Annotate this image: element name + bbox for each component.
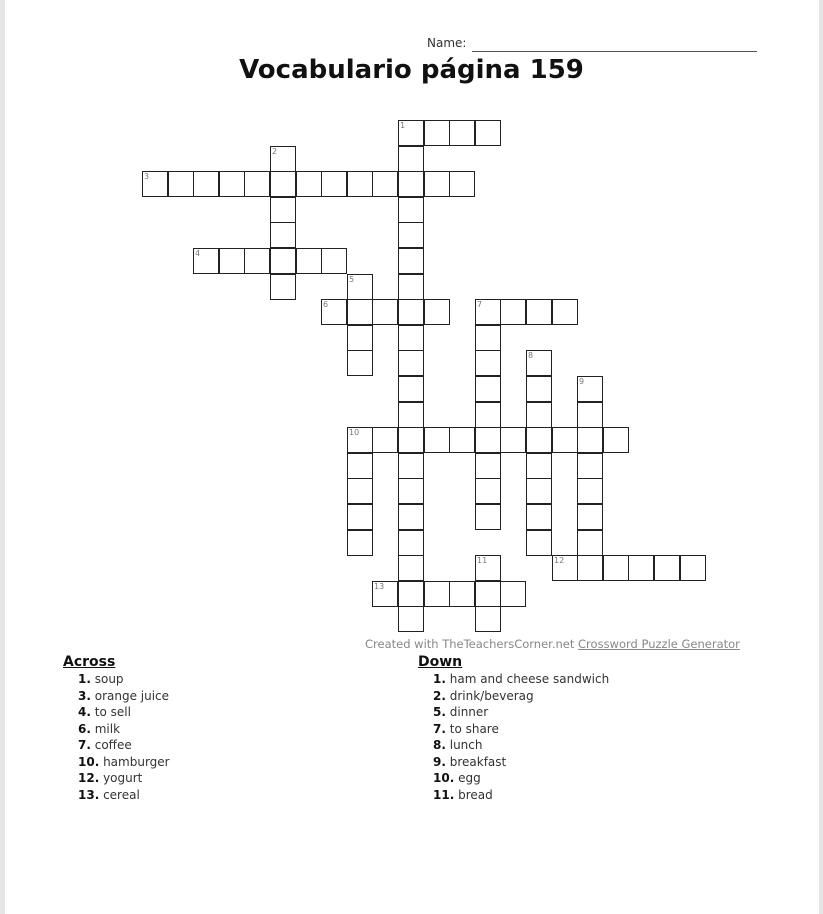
clue-number: 9. (433, 754, 446, 769)
cell-number: 7 (477, 300, 483, 309)
crossword-cell[interactable] (270, 222, 296, 248)
crossword-cell[interactable] (526, 402, 552, 428)
clue-number: 7. (78, 738, 91, 752)
crossword-cell[interactable] (347, 427, 373, 453)
crossword-cell[interactable] (398, 146, 424, 172)
crossword-cell[interactable] (347, 299, 373, 325)
crossword-cell[interactable] (577, 453, 603, 479)
crossword-cell[interactable] (270, 146, 296, 172)
clue-number: 2. (433, 688, 446, 703)
down-clue-list (418, 671, 609, 803)
clue-text: breakfast (445, 754, 507, 769)
clue-text: to sell (90, 705, 131, 719)
crossword-cell[interactable] (244, 248, 270, 274)
crossword-cell[interactable] (398, 427, 424, 453)
crossword-cell[interactable] (372, 299, 398, 325)
crossword-cell[interactable] (398, 197, 424, 223)
crossword-cell[interactable] (526, 299, 552, 325)
across-clue (78, 671, 170, 688)
down-clue (433, 721, 609, 738)
cell-number: 10 (349, 428, 360, 437)
crossword-cell[interactable] (398, 376, 424, 402)
crossword-cell[interactable] (500, 299, 526, 325)
clue-text: lunch (445, 738, 483, 752)
down-clue (433, 754, 609, 771)
crossword-cell[interactable] (424, 120, 450, 146)
clue-text: ham and cheese sandwich (445, 672, 610, 686)
crossword-cell[interactable] (270, 248, 296, 274)
crossword-cell[interactable] (296, 171, 322, 197)
clue-text: bread (454, 787, 493, 802)
credit-line (365, 637, 740, 651)
crossword-cell[interactable] (475, 453, 501, 479)
crossword-cell[interactable] (475, 581, 501, 607)
clue-number: 12. (78, 771, 100, 785)
credit-text: Created with TheTeachersCorner.net (365, 637, 579, 651)
crossword-cell[interactable] (577, 555, 603, 581)
crossword-cell[interactable] (398, 171, 424, 197)
cell-number: 4 (195, 249, 201, 258)
clue-text: coffee (90, 738, 132, 752)
crossword-cell[interactable] (577, 376, 603, 402)
crossword-cell[interactable] (475, 555, 501, 581)
across-clue (78, 754, 170, 771)
crossword-cell[interactable] (552, 427, 578, 453)
cell-number: 5 (349, 275, 355, 284)
cell-number: 9 (579, 377, 585, 386)
crossword-cell[interactable] (398, 222, 424, 248)
crossword-cell[interactable] (475, 504, 501, 530)
crossword-cell[interactable] (168, 171, 194, 197)
cell-number: 6 (323, 300, 329, 309)
crossword-cell[interactable] (603, 427, 629, 453)
across-clue (78, 688, 170, 705)
clue-number: 10. (433, 771, 455, 785)
clue-text: hamburger (99, 754, 170, 769)
crossword-cell[interactable] (398, 299, 424, 325)
crossword-cell[interactable] (398, 350, 424, 376)
cell-number: 12 (554, 556, 565, 565)
crossword-cell[interactable] (219, 171, 245, 197)
crossword-cell[interactable] (475, 427, 501, 453)
crossword-cell[interactable] (526, 427, 552, 453)
crossword-cell[interactable] (654, 555, 680, 581)
crossword-cell[interactable] (321, 171, 347, 197)
crossword-cell[interactable] (398, 274, 424, 300)
crossword-cell[interactable] (628, 555, 654, 581)
crossword-cell[interactable] (424, 299, 450, 325)
crossword-cell[interactable] (347, 478, 373, 504)
down-heading: Down (418, 654, 463, 670)
crossword-cell[interactable] (347, 171, 373, 197)
crossword-cell[interactable] (577, 504, 603, 530)
crossword-cell[interactable] (475, 325, 501, 351)
clue-text: dinner (445, 705, 489, 719)
cell-number: 1 (400, 121, 406, 130)
clue-number: 10. (78, 754, 100, 769)
clue-number: 1. (433, 672, 446, 686)
crossword-cell[interactable] (526, 478, 552, 504)
clue-number: 3. (78, 688, 91, 703)
clue-text: milk (90, 721, 121, 736)
crossword-cell[interactable] (347, 504, 373, 530)
crossword-cell[interactable] (398, 325, 424, 351)
crossword-cell[interactable] (347, 325, 373, 351)
across-clue (78, 787, 170, 804)
crossword-cell[interactable] (398, 606, 424, 632)
clue-text: soup (90, 672, 124, 686)
name-label: Name: (427, 36, 467, 50)
crossword-cell[interactable] (347, 453, 373, 479)
crossword-cell[interactable] (347, 274, 373, 300)
down-clue (433, 704, 609, 721)
cell-number: 8 (528, 351, 534, 360)
crossword-cell[interactable] (321, 299, 347, 325)
crossword-cell[interactable] (424, 171, 450, 197)
down-clue (433, 671, 609, 688)
crossword-cell[interactable] (398, 530, 424, 556)
crossword-cell[interactable] (398, 120, 424, 146)
crossword-cell[interactable] (500, 427, 526, 453)
across-clues (63, 654, 170, 803)
crossword-cell[interactable] (475, 350, 501, 376)
clue-number: 8. (433, 738, 446, 752)
crossword-cell[interactable] (603, 555, 629, 581)
crossword-cell[interactable] (449, 171, 475, 197)
crossword-cell[interactable] (244, 171, 270, 197)
clue-number: 4. (78, 705, 91, 719)
crossword-cell[interactable] (449, 581, 475, 607)
down-clue (433, 787, 609, 804)
across-clue-list (63, 671, 170, 803)
crossword-cell[interactable] (526, 453, 552, 479)
crossword-cell[interactable] (526, 350, 552, 376)
across-clue (78, 704, 170, 721)
crossword-cell[interactable] (398, 453, 424, 479)
crossword-cell[interactable] (321, 248, 347, 274)
clue-number: 7. (433, 721, 446, 736)
across-clue (78, 737, 170, 754)
down-clues (418, 654, 609, 803)
crossword-cell[interactable] (424, 427, 450, 453)
crossword-cell[interactable] (347, 350, 373, 376)
crossword-cell[interactable] (449, 120, 475, 146)
crossword-cell[interactable] (270, 171, 296, 197)
down-clue (433, 770, 609, 787)
crossword-cell[interactable] (475, 606, 501, 632)
clue-number: 11. (433, 787, 455, 802)
crossword-cell[interactable] (680, 555, 706, 581)
clue-text: cereal (99, 787, 140, 802)
crossword-cell[interactable] (475, 478, 501, 504)
generator-link[interactable]: Crossword Puzzle Generator (578, 637, 740, 651)
cell-number: 11 (477, 556, 488, 565)
crossword-cell[interactable] (142, 171, 168, 197)
crossword-cell[interactable] (500, 581, 526, 607)
crossword-cell[interactable] (424, 581, 450, 607)
crossword-cell[interactable] (577, 427, 603, 453)
crossword-cell[interactable] (347, 530, 373, 556)
crossword-cell[interactable] (526, 376, 552, 402)
crossword-cell[interactable] (398, 504, 424, 530)
crossword-cell[interactable] (577, 478, 603, 504)
clue-number: 6. (78, 721, 91, 736)
crossword-cell[interactable] (475, 402, 501, 428)
crossword-cell[interactable] (219, 248, 245, 274)
crossword-cell[interactable] (398, 581, 424, 607)
clue-text: orange juice (90, 688, 170, 703)
across-clue (78, 721, 170, 738)
crossword-cell[interactable] (193, 171, 219, 197)
crossword-cell[interactable] (296, 248, 322, 274)
crossword-cell[interactable] (475, 299, 501, 325)
clue-number: 1. (78, 672, 91, 686)
crossword-cell[interactable] (270, 197, 296, 223)
crossword-cell[interactable] (577, 402, 603, 428)
crossword-cell[interactable] (372, 581, 398, 607)
clue-text: drink/beverag (445, 688, 534, 703)
crossword-cell[interactable] (526, 530, 552, 556)
cell-number: 2 (272, 147, 278, 156)
crossword-cell[interactable] (398, 248, 424, 274)
crossword-cell[interactable] (475, 376, 501, 402)
crossword-cell[interactable] (372, 171, 398, 197)
clue-text: to share (445, 721, 499, 736)
crossword-cell[interactable] (372, 427, 398, 453)
crossword-cell[interactable] (193, 248, 219, 274)
crossword-cell[interactable] (398, 478, 424, 504)
across-clue (78, 770, 170, 787)
crossword-cell[interactable] (270, 274, 296, 300)
crossword-cell[interactable] (398, 402, 424, 428)
crossword-cell[interactable] (449, 427, 475, 453)
crossword-cell[interactable] (577, 530, 603, 556)
crossword-cell[interactable] (552, 555, 578, 581)
down-clue (433, 688, 609, 705)
clue-number: 5. (433, 705, 446, 719)
crossword-cell[interactable] (475, 120, 501, 146)
clue-number: 13. (78, 787, 100, 802)
clue-text: yogurt (99, 771, 143, 785)
worksheet-title: Vocabulario página 159 (239, 55, 584, 85)
cell-number: 13 (374, 582, 385, 591)
crossword-cell[interactable] (398, 555, 424, 581)
across-heading: Across (63, 654, 116, 670)
down-clue (433, 737, 609, 754)
cell-number: 3 (144, 172, 150, 181)
clue-text: egg (454, 771, 481, 785)
crossword-cell[interactable] (552, 299, 578, 325)
crossword-cell[interactable] (526, 504, 552, 530)
